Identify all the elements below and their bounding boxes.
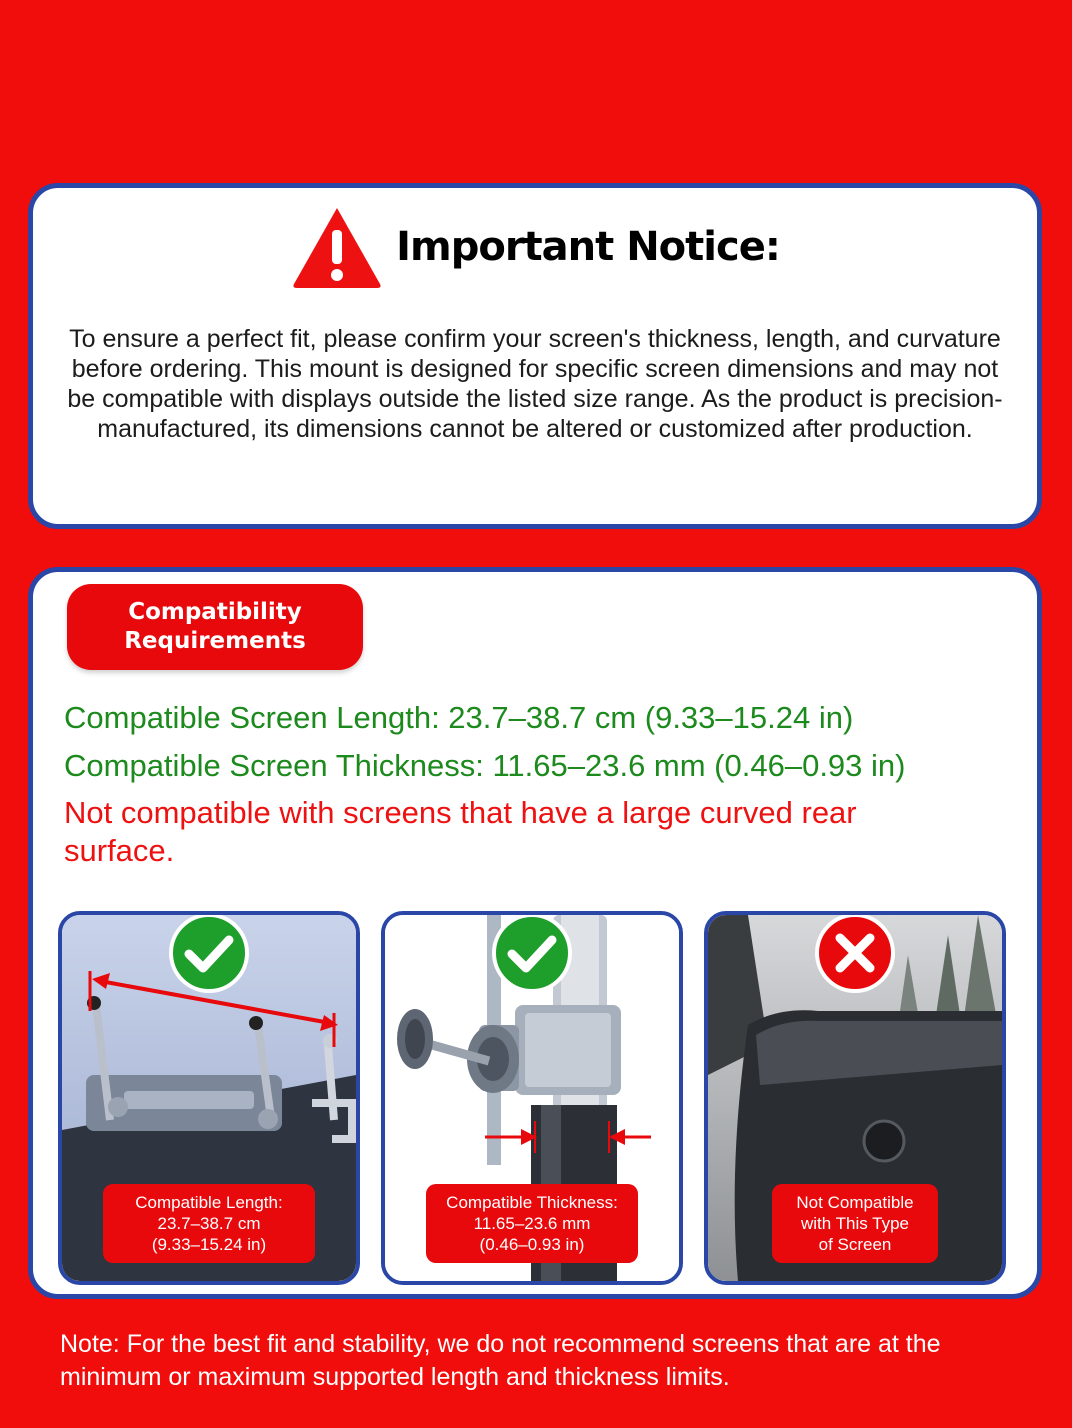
curve-warning: Not compatible with screens that have a large curved rear surface. [64,795,857,868]
compatible-length-line: Compatible Screen Length: 23.7–38.7 cm (9.33–15.24 in) [64,700,854,735]
warning-icon [290,204,384,290]
notice-header [33,202,1037,292]
important-notice-card [28,183,1042,529]
length-panel [58,911,360,1285]
compatibility-badge [67,584,363,670]
length-panel-label: Compatible Length: 23.7–38.7 cm (9.33–15.24 in) [103,1184,315,1263]
check-icon [169,913,249,993]
incompatible-panel-label: Not Compatible with This Type of Screen [772,1184,938,1263]
footer-note: Note: For the best fit and stability, we do not recommend screens that are at the minimum or maximum supported length and thickness limits. [60,1330,941,1391]
thickness-panel-label: Compatible Thickness: 11.65–23.6 mm (0.46–0.93 in) [426,1184,638,1263]
compatible-thickness-line: Compatible Screen Thickness: 11.65–23.6 mm (0.46–0.93 in) [64,748,906,783]
notice-body: To ensure a perfect fit, please confirm your screen's thickness, length, and curvature before ordering. This mount is designed for specific screen dimensions and may not be compatible with displays outside the listed size range. As the product is precision-manufactured, its dimensions cannot be altered or customized after production. [67,325,1003,443]
check-icon [492,913,572,993]
notice-title: Important Notice: [396,224,780,270]
incompatible-panel [704,911,1006,1285]
compatibility-badge-label: Compatibility Requirements [124,599,306,654]
thickness-panel [381,911,683,1285]
cross-icon [815,913,895,993]
compatibility-card [28,567,1042,1299]
